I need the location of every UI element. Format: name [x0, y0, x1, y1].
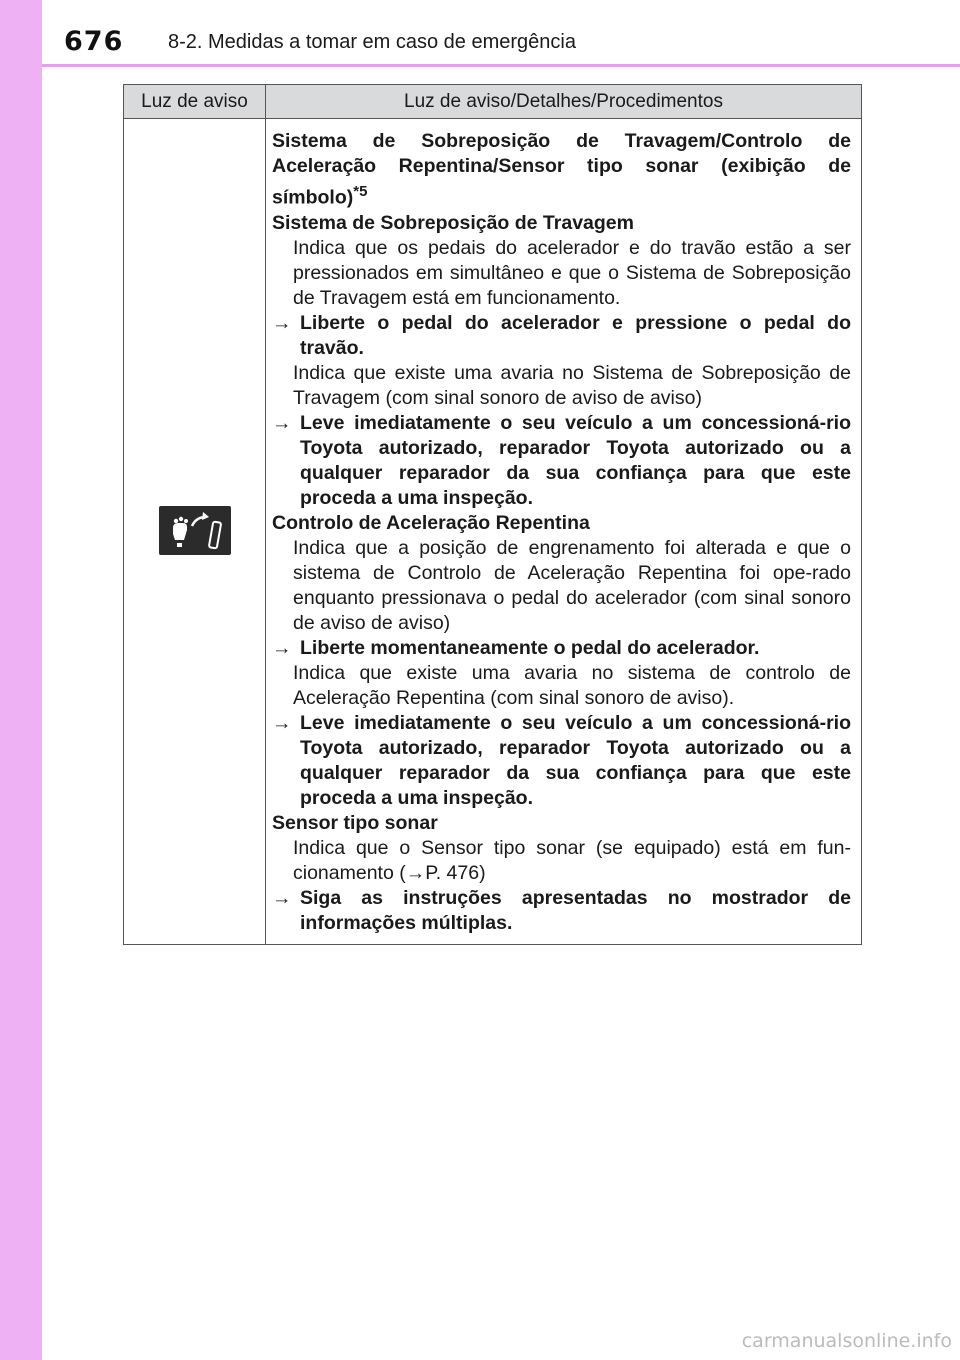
arrow-icon: → [272, 311, 292, 334]
section-heading-sudden-acceleration: Controlo de Aceleração Repentina [272, 511, 590, 534]
details-cell [266, 119, 862, 945]
description: Indica que os pedais do acelerador e do travão estão a ser pressionados em simultâneo e que o Sistema de Sobreposição de Travagem está em funcionamento. [293, 236, 851, 309]
col-header-warning-light: Luz de aviso [124, 85, 266, 119]
table-header-row [124, 85, 862, 119]
table-row [124, 119, 862, 945]
arrow-icon: → [272, 411, 292, 434]
system-title-text: Sistema de Sobreposição de Travagem/Controlo de Aceleração Repentina/Sensor tipo sonar (exibição de símbolo) [272, 130, 851, 209]
section-title: 8-2. Medidas a tomar em caso de emergência [168, 31, 576, 53]
page-number: 676 [64, 26, 124, 57]
footnote-marker: *5 [353, 183, 368, 200]
action-instruction: → Liberte momentaneamente o pedal do acelerador. [272, 636, 760, 659]
header-rule [42, 64, 960, 67]
action-instruction: → Leve imediatamente o seu veículo a um concessioná-rio Toyota autorizado, reparador Toyota autorizado ou a qualquer reparador da sua confiança para que este proceda a uma inspeção. [272, 411, 851, 509]
arrow-icon: → [272, 711, 292, 734]
brake-override-sonar-indicator-icon [159, 506, 231, 555]
description: Indica que a posição de engrenamento foi alterada e que o sistema de Controlo de Aceleração Repentina foi ope-rado enquanto pressionava o pedal do acelerador (com sinal sonoro de aviso de aviso) [293, 536, 851, 634]
section-heading-brake-override: Sistema de Sobreposição de Travagem [272, 211, 634, 234]
col-header-details: Luz de aviso/Detalhes/Procedimentos [266, 85, 862, 119]
action-instruction: → Siga as instruções apresentadas no mostrador de informações múltiplas. [272, 886, 851, 934]
action-instruction: → Leve imediatamente o seu veículo a um concessioná-rio Toyota autorizado, reparador Toyota autorizado ou a qualquer reparador da sua confiança para que este proceda a uma inspeção. [272, 711, 851, 809]
arrow-icon: → [272, 636, 292, 659]
watermark: carmanualsonline.info [741, 1330, 952, 1352]
section-heading-sonar-sensor: Sensor tipo sonar [272, 811, 438, 834]
left-margin-band [0, 0, 42, 1360]
warning-light-table [123, 84, 862, 945]
icon-cell [124, 119, 266, 945]
action-instruction: → Liberte o pedal do acelerador e pressione o pedal do travão. [272, 311, 851, 359]
description: Indica que existe uma avaria no sistema de controlo de Aceleração Repentina (com sinal sonoro de aviso). [293, 661, 851, 709]
description: Indica que o Sensor tipo sonar (se equipado) está em fun-cionamento (→P. 476) [293, 836, 851, 884]
system-title [272, 129, 851, 211]
description: Indica que existe uma avaria no Sistema de Sobreposição de Travagem (com sinal sonoro de aviso de aviso) [293, 361, 851, 409]
arrow-icon: → [272, 886, 292, 909]
